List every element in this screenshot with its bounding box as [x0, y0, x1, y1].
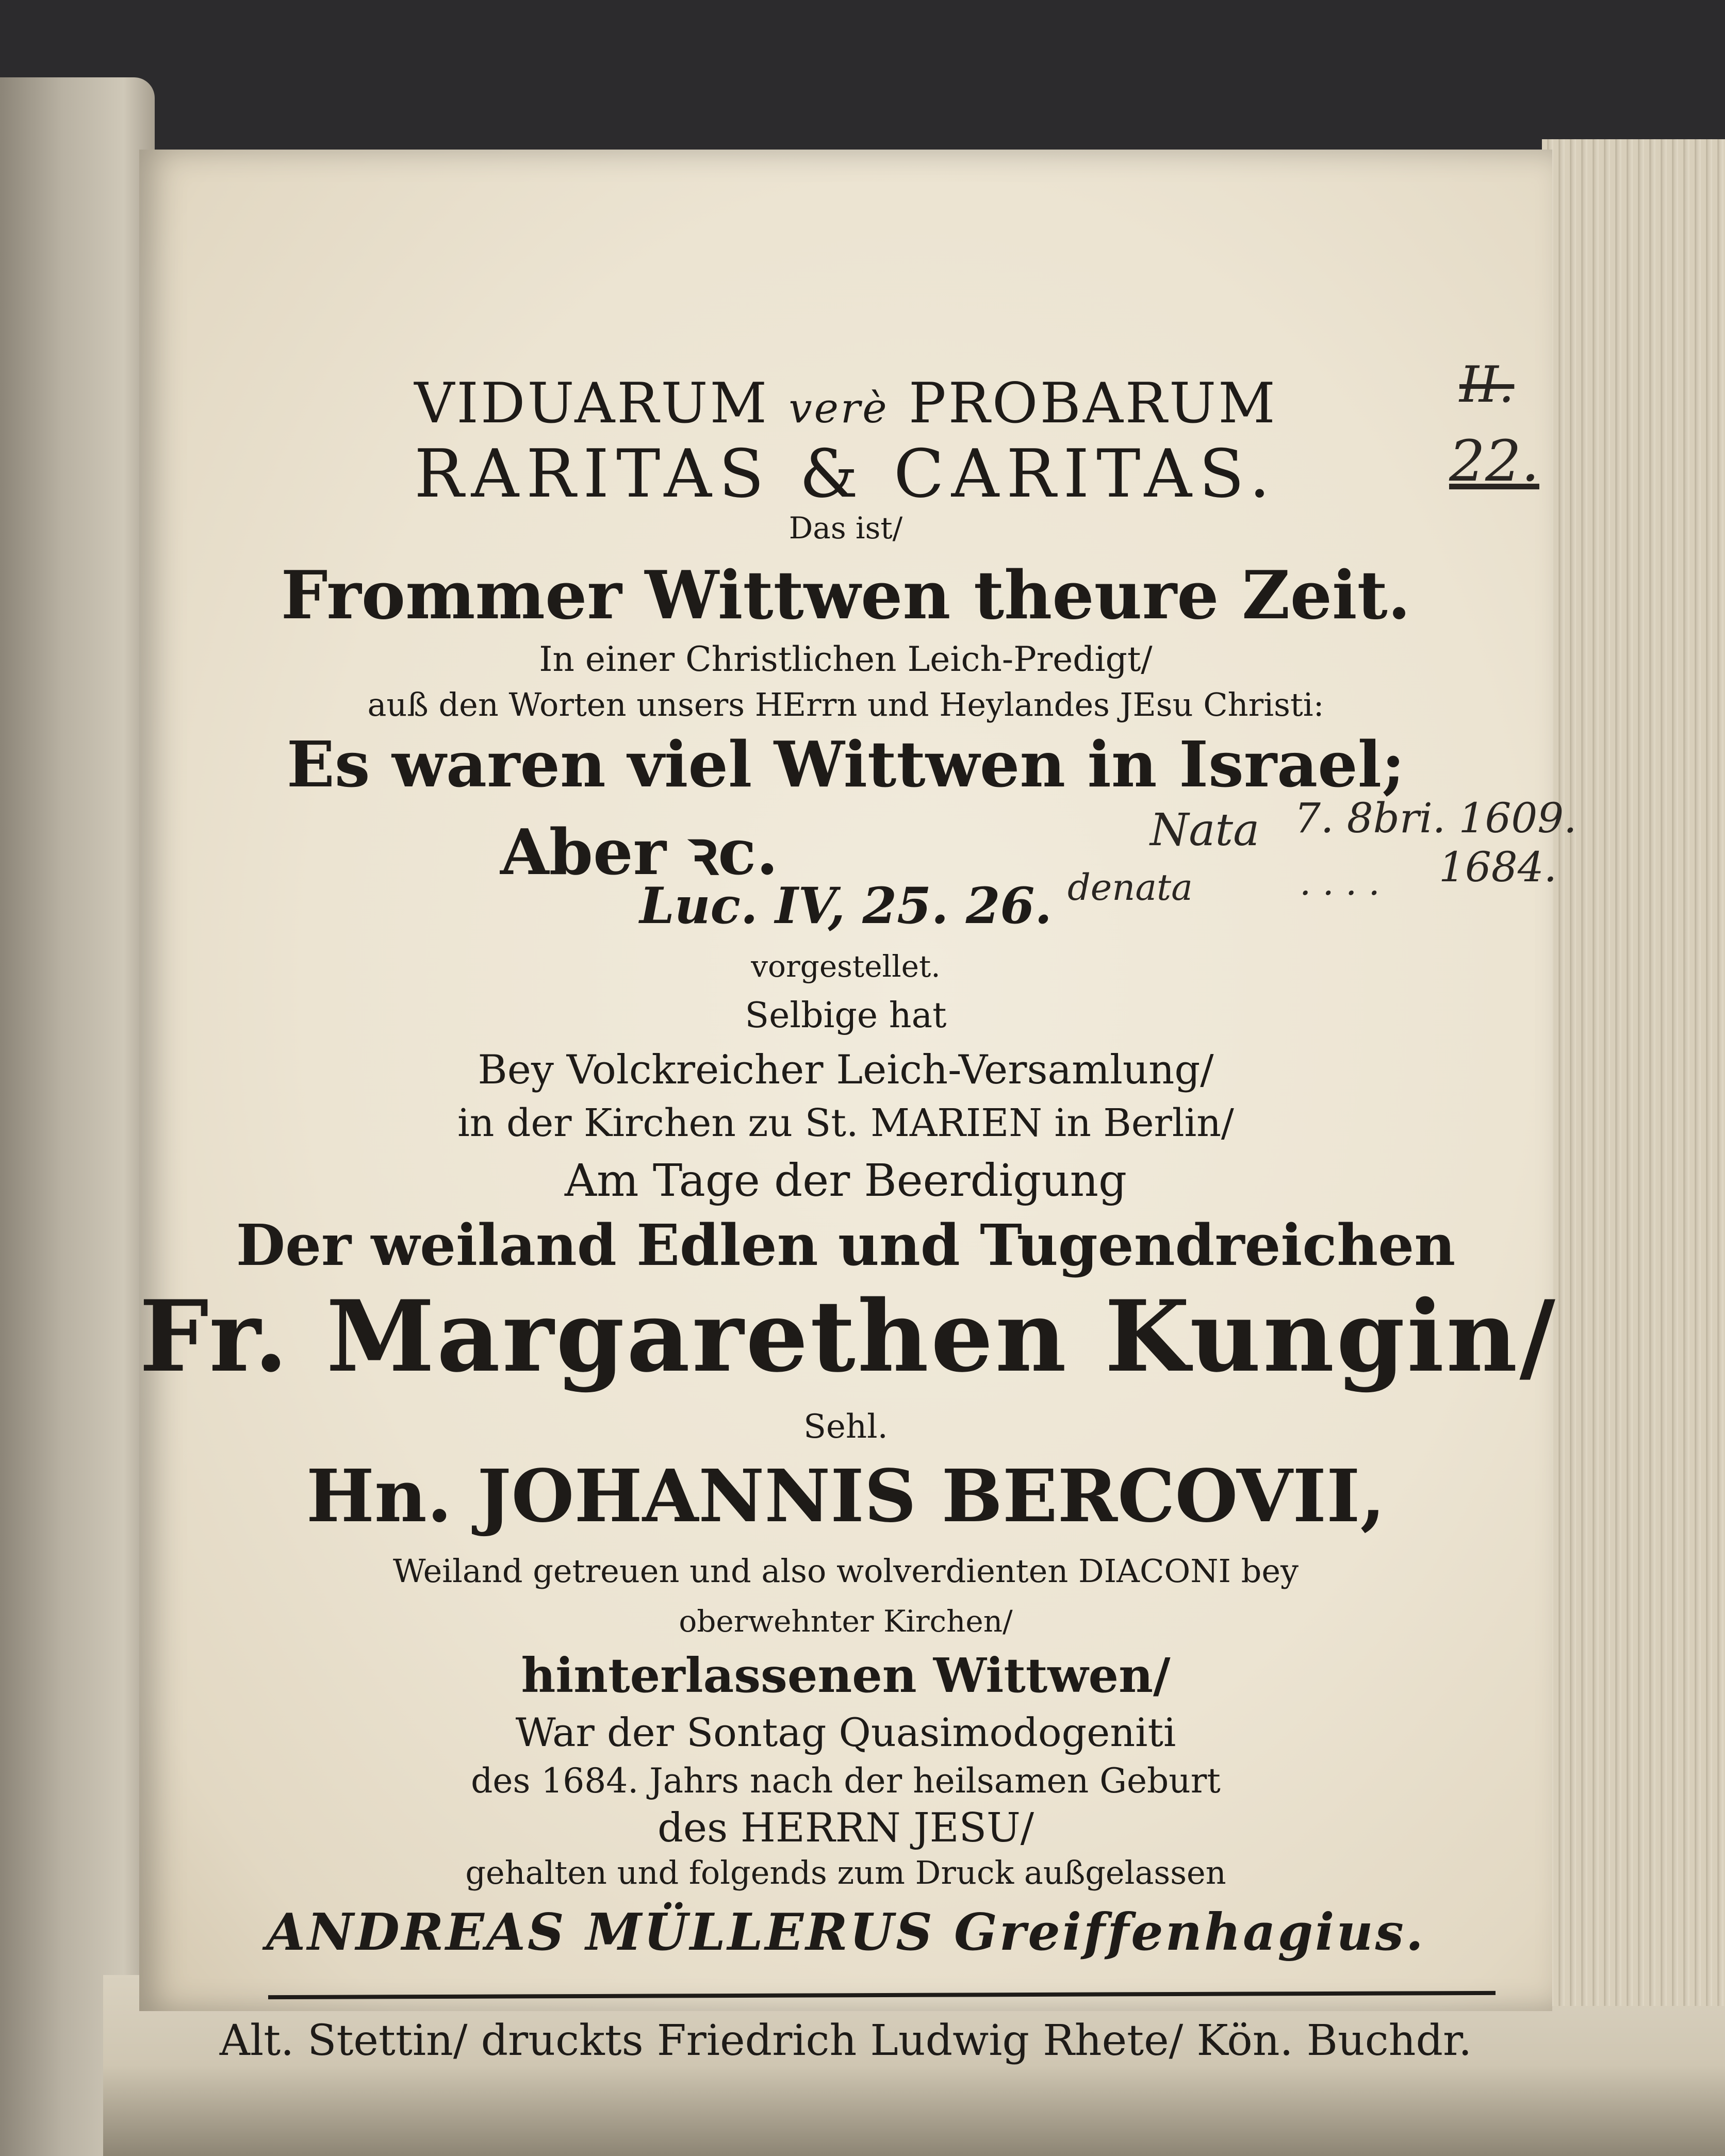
handwritten-birth-date: 7. 8bri. 1609. — [1294, 794, 1577, 842]
author-name: ANDREAS MÜLLERUS — [266, 1903, 934, 1962]
sunday-line: War der Sontag Quasimodogeniti — [515, 1709, 1176, 1755]
handwritten-death-year: 1684. — [1439, 843, 1557, 891]
handwritten-crossed-number: II. — [1459, 356, 1515, 414]
husband-name: Hn. JOHANNIS BERCOVII, — [306, 1454, 1386, 1539]
handwritten-dots: . . . . — [1300, 861, 1380, 903]
aber-line: Aber ꝛc. — [500, 815, 778, 889]
noble-line: Der weiland Edlen und Tugendreichen — [236, 1212, 1456, 1278]
quote-line: Es waren viel Wittwen in Israel; — [286, 727, 1405, 801]
title-word-probarum: PROBARUM — [908, 371, 1277, 436]
assembly-line: Bey Volckreicher Leich-Versamlung/ — [478, 1047, 1214, 1093]
handwritten-denata: denata — [1067, 866, 1193, 909]
title-line-1 — [139, 371, 1552, 436]
title-word-vere: verè — [788, 384, 889, 432]
burial-day-line: Am Tage der Beerdigung — [564, 1155, 1127, 1207]
oberwehnter-line: oberwehnter Kirchen/ — [679, 1604, 1013, 1639]
author-line — [139, 1903, 1552, 1962]
page-stack-edge — [1542, 139, 1725, 2006]
title-page — [139, 150, 1577, 2065]
sehl-line: Sehl. — [803, 1408, 888, 1446]
vorgestellet-line: vorgestellet. — [751, 949, 941, 984]
handwritten-nata: Nata — [1150, 804, 1260, 856]
frommer-line: Frommer Wittwen theure Zeit. — [281, 557, 1411, 634]
bible-source-line: auß den Worten unsers HErrn und Heylandes JEsu Christi: — [367, 686, 1324, 723]
title-word-viduarum: VIDUARUM — [414, 371, 769, 436]
title-line-2: RARITAS & CARITAS. — [414, 436, 1277, 513]
imprint-rule — [268, 1991, 1496, 1999]
widow-line: hinterlassenen Wittwen/ — [521, 1648, 1171, 1703]
left-page-edge — [0, 77, 155, 2156]
predigt-line: In einer Christlichen Leich-Predigt/ — [539, 639, 1153, 679]
das-ist-line: Das ist/ — [788, 511, 903, 546]
selbige-line: Selbige hat — [745, 995, 947, 1036]
imprint-line: Alt. Stettin/ druckts Friedrich Ludwig Rhete/ Kön. Buchdr. — [219, 2016, 1472, 2065]
handwritten-number: 22. — [1449, 428, 1539, 494]
deceased-name: Fr. Margarethen Kungin/ — [139, 1279, 1557, 1394]
luke-reference: Luc. IV, 25. 26. — [639, 877, 1052, 935]
printed-line: gehalten und folgends zum Druck außgelassen — [465, 1854, 1226, 1891]
author-place: Greiffenhagius. — [954, 1903, 1425, 1962]
church-line: in der Kirchen zu St. MARIEN in Berlin/ — [457, 1101, 1234, 1145]
diaconi-line: Weiland getreuen und also wolverdienten DIACONI bey — [392, 1552, 1299, 1590]
year-line: des 1684. Jahrs nach der heilsamen Geburt — [471, 1761, 1221, 1801]
herrn-jesu-line: des HERRN JESU/ — [657, 1805, 1034, 1851]
